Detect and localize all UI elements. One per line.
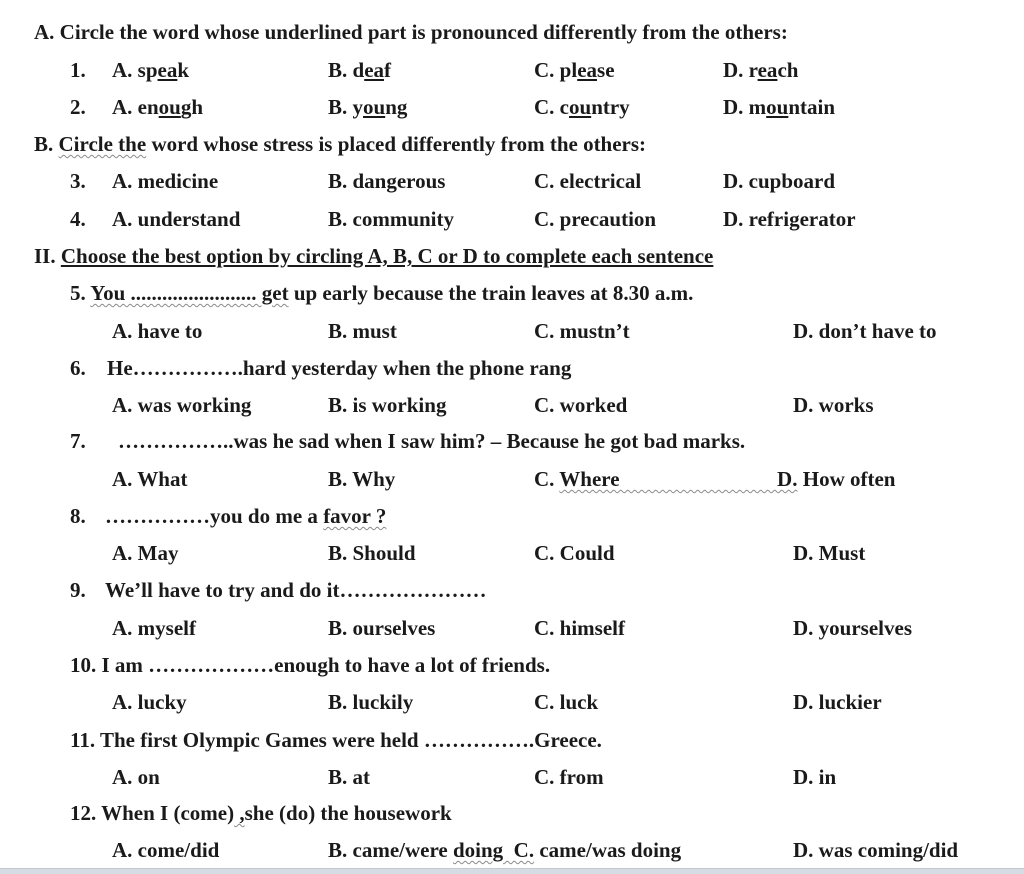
option-a[interactable]: A. myself: [112, 616, 196, 640]
window-bottom-bar: [0, 868, 1024, 874]
option-a[interactable]: A. speak: [112, 58, 190, 82]
question-text: ……………..was he sad when I saw him? – Because he got bad marks.: [118, 429, 746, 453]
question-row-1: [0, 57, 1024, 83]
option-d[interactable]: D. in: [793, 765, 837, 789]
option-b[interactable]: B. community: [328, 207, 454, 231]
option-b[interactable]: B. must: [328, 319, 397, 343]
question-11-options: [0, 764, 1024, 790]
question-number: 6.: [70, 356, 86, 380]
question-5-stem: 5. You ........................ get up early because the train leaves at 8.30 a.m.: [70, 281, 694, 305]
question-11-stem: 11. The first Olympic Games were held …………….Greece.: [70, 728, 602, 752]
option-d[interactable]: D. refrigerator: [723, 207, 856, 231]
question-text: We’ll have to try and do it…………………: [105, 578, 487, 602]
option-c[interactable]: C. worked: [534, 393, 628, 417]
option-b[interactable]: B. dangerous: [328, 169, 446, 193]
question-8-options: [0, 540, 1024, 566]
option-b[interactable]: B. deaf: [328, 58, 392, 82]
option-c[interactable]: C. luck: [534, 690, 599, 714]
option-d[interactable]: D. don’t have to: [793, 319, 937, 343]
option-a[interactable]: A. on: [112, 765, 160, 789]
option-d[interactable]: D. Must: [793, 541, 866, 565]
option-a[interactable]: A. was working: [112, 393, 252, 417]
option-d[interactable]: D. mountain: [723, 95, 836, 119]
option-b[interactable]: B. young: [328, 95, 408, 119]
question-row-2: [0, 94, 1024, 120]
option-b[interactable]: B. at: [328, 765, 370, 789]
question-8-stem: [0, 503, 1024, 529]
option-c[interactable]: C. please: [534, 58, 615, 82]
option-d[interactable]: D. luckier: [793, 690, 882, 714]
question-12-stem: 12. When I (come) ,she (do) the housework: [70, 801, 452, 825]
question-number: 2.: [70, 95, 86, 119]
option-c-d[interactable]: C. Where D. How often: [534, 467, 896, 491]
option-a[interactable]: A. medicine: [112, 169, 219, 193]
option-b[interactable]: B. Should: [328, 541, 416, 565]
option-a[interactable]: A. May: [112, 541, 179, 565]
option-b[interactable]: B. is working: [328, 393, 447, 417]
option-d[interactable]: D. yourselves: [793, 616, 912, 640]
question-7-options: [0, 466, 1024, 492]
option-a[interactable]: A. What: [112, 467, 188, 491]
question-10-stem: 10. I am ………………enough to have a lot of friends.: [70, 653, 551, 677]
option-a[interactable]: A. lucky: [112, 690, 187, 714]
option-c[interactable]: C. country: [534, 95, 630, 119]
question-10-options: [0, 689, 1024, 715]
option-c[interactable]: C. electrical: [534, 169, 642, 193]
option-d[interactable]: D. works: [793, 393, 874, 417]
option-a[interactable]: A. come/did: [112, 838, 220, 862]
option-b[interactable]: B. luckily: [328, 690, 414, 714]
option-d[interactable]: D. cupboard: [723, 169, 836, 193]
option-c[interactable]: C. Could: [534, 541, 615, 565]
option-b[interactable]: B. Why: [328, 467, 396, 491]
option-c[interactable]: C. mustn’t: [534, 319, 630, 343]
question-12-options: [0, 837, 1024, 863]
question-row-3: [0, 168, 1024, 194]
question-number: 8.: [70, 504, 86, 528]
question-6-stem: [0, 355, 1024, 381]
question-number: 9.: [70, 578, 86, 602]
option-a[interactable]: A. understand: [112, 207, 241, 231]
question-6-options: [0, 392, 1024, 418]
option-b-c[interactable]: B. came/were doing C. came/was doing: [328, 838, 682, 862]
option-a[interactable]: A. enough: [112, 95, 204, 119]
option-b[interactable]: B. ourselves: [328, 616, 436, 640]
section-ii-title: II. Choose the best option by circling A, B, C or D to complete each sentence: [34, 244, 714, 268]
option-c[interactable]: C. from: [534, 765, 604, 789]
option-c[interactable]: C. himself: [534, 616, 625, 640]
question-9-options: [0, 615, 1024, 641]
question-number: 1.: [70, 58, 86, 82]
question-9-stem: [0, 577, 1024, 603]
question-text: He…………….hard yesterday when the phone rang: [107, 356, 572, 380]
section-a-title: A. Circle the word whose underlined part is pronounced differently from the others:: [34, 20, 788, 44]
question-5-options: [0, 318, 1024, 344]
option-d[interactable]: D. was coming/did: [793, 838, 959, 862]
option-a[interactable]: A. have to: [112, 319, 203, 343]
option-d[interactable]: D. reach: [723, 58, 799, 82]
question-number: 3.: [70, 169, 86, 193]
option-c[interactable]: C. precaution: [534, 207, 657, 231]
question-number: 7.: [70, 429, 86, 453]
question-7-stem: [0, 428, 1024, 454]
question-text: ……………you do me a favor ?: [105, 504, 387, 528]
section-b-title: B. Circle the word whose stress is placed differently from the others:: [34, 132, 647, 156]
question-row-4: [0, 206, 1024, 232]
question-number: 4.: [70, 207, 86, 231]
